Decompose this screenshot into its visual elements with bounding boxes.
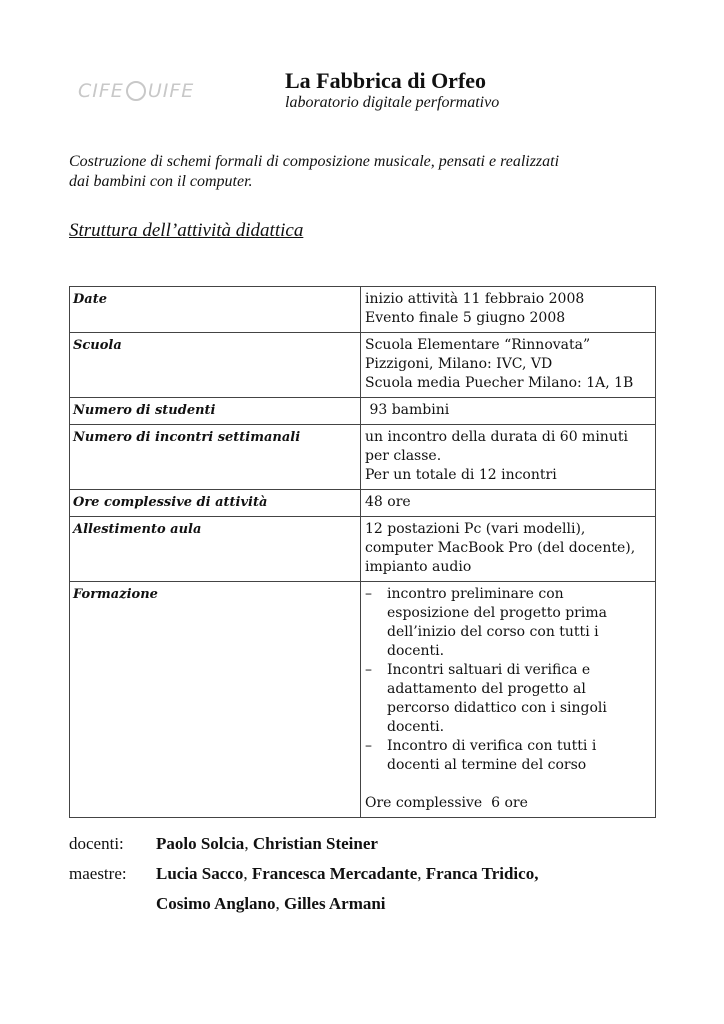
row-label: Ore complessive di attività <box>70 490 361 517</box>
value-line: percorso didattico con i singoli <box>387 700 607 716</box>
value-line: docenti. <box>387 719 445 735</box>
logo-text-left: CIFE <box>78 80 124 102</box>
document-subtitle: laboratorio digitale performativo <box>285 94 500 111</box>
list-item <box>365 585 651 661</box>
table-row-formazione <box>70 582 656 818</box>
maestre-row <box>69 864 538 894</box>
bullet-dash: – <box>365 586 372 602</box>
table-row-date <box>70 287 656 333</box>
bullet-dash: – <box>365 738 372 754</box>
bullet-dash: – <box>365 662 372 678</box>
row-label: Numero di studenti <box>70 398 361 425</box>
row-value <box>361 287 656 333</box>
document-title: La Fabbrica di Orfeo <box>285 68 487 93</box>
credits-block <box>69 834 538 924</box>
cife-quife-logo <box>78 80 194 102</box>
maestre-label: maestre: <box>69 864 127 883</box>
value-line: Evento finale 5 giugno 2008 <box>365 310 566 326</box>
value-line: 12 postazioni Pc (vari modelli), <box>365 521 586 537</box>
row-value <box>361 398 656 425</box>
value-line: per classe. <box>365 448 442 464</box>
value-line: esposizione del progetto prima <box>387 605 607 621</box>
person-name: Francesca Mercadante <box>251 864 418 883</box>
formazione-total: Ore complessive 6 ore <box>365 795 528 811</box>
docenti-label: docenti: <box>69 834 124 853</box>
table-row-numero-studenti <box>70 398 656 425</box>
section-heading: Struttura dell’attività didattica <box>69 220 304 241</box>
row-value <box>361 490 656 517</box>
row-value <box>361 582 656 818</box>
person-name: Gilles Armani <box>284 894 386 913</box>
maestre-names: Lucia Sacco, Francesca Mercadante, Franca Tridico, <box>156 864 539 883</box>
docenti-row <box>69 834 538 864</box>
value-line: 93 bambini <box>365 402 450 418</box>
value-line: Incontri saltuari di verifica e <box>387 662 591 678</box>
table-row-ore-complessive <box>70 490 656 517</box>
row-value <box>361 333 656 398</box>
value-line: computer MacBook Pro (del docente), <box>365 540 636 556</box>
value-line: docenti. <box>387 643 445 659</box>
maestre-names: Cosimo Anglano, Gilles Armani <box>156 894 386 913</box>
docenti-names: Paolo Solcia, Christian Steiner <box>156 834 378 853</box>
value-line: Incontro di verifica con tutti i <box>387 738 597 754</box>
table-row-incontri-settimanali <box>70 425 656 490</box>
value-line: inizio attività 11 febbraio 2008 <box>365 291 585 307</box>
value-line: Pizzigoni, Milano: IVC, VD <box>365 356 553 372</box>
value-line: dell’inizio del corso con tutti i <box>387 624 599 640</box>
list-item <box>365 661 651 737</box>
person-name: Christian Steiner <box>252 834 378 853</box>
logo-text-right: UIFE <box>147 80 195 102</box>
intro-line: Costruzione di schemi formali di composizione musicale, pensati e realizzati <box>69 153 560 170</box>
value-line: Scuola media Puecher Milano: 1A, 1B <box>365 375 634 391</box>
value-line: 48 ore <box>365 494 411 510</box>
row-value <box>361 517 656 582</box>
person-name: Paolo Solcia <box>156 834 245 853</box>
person-name: Franca Tridico, <box>425 864 539 883</box>
person-name: Lucia Sacco <box>156 864 244 883</box>
value-line: Per un totale di 12 incontri <box>365 467 557 483</box>
row-label: Formazione <box>70 582 361 818</box>
value-line: docenti al termine del corso <box>387 757 587 773</box>
activity-structure-table <box>69 286 656 818</box>
value-line: impianto audio <box>365 559 472 575</box>
table-row-allestimento-aula <box>70 517 656 582</box>
intro-line: dai bambini con il computer. <box>69 173 253 190</box>
value-line: adattamento del progetto al <box>387 681 586 697</box>
value-line: Scuola Elementare “Rinnovata” <box>365 337 591 353</box>
row-label: Scuola <box>70 333 361 398</box>
logo-ring-icon <box>126 81 146 101</box>
row-label: Allestimento aula <box>70 517 361 582</box>
value-line: incontro preliminare con <box>387 586 564 602</box>
person-name: Cosimo Anglano <box>156 894 276 913</box>
table-row-scuola <box>70 333 656 398</box>
intro-paragraph <box>69 152 669 192</box>
maestre-row-continued <box>69 894 538 924</box>
list-item <box>365 737 651 775</box>
row-label: Numero di incontri settimanali <box>70 425 361 490</box>
row-label: Date <box>70 287 361 333</box>
row-value <box>361 425 656 490</box>
value-line: un incontro della durata di 60 minuti <box>365 429 628 445</box>
